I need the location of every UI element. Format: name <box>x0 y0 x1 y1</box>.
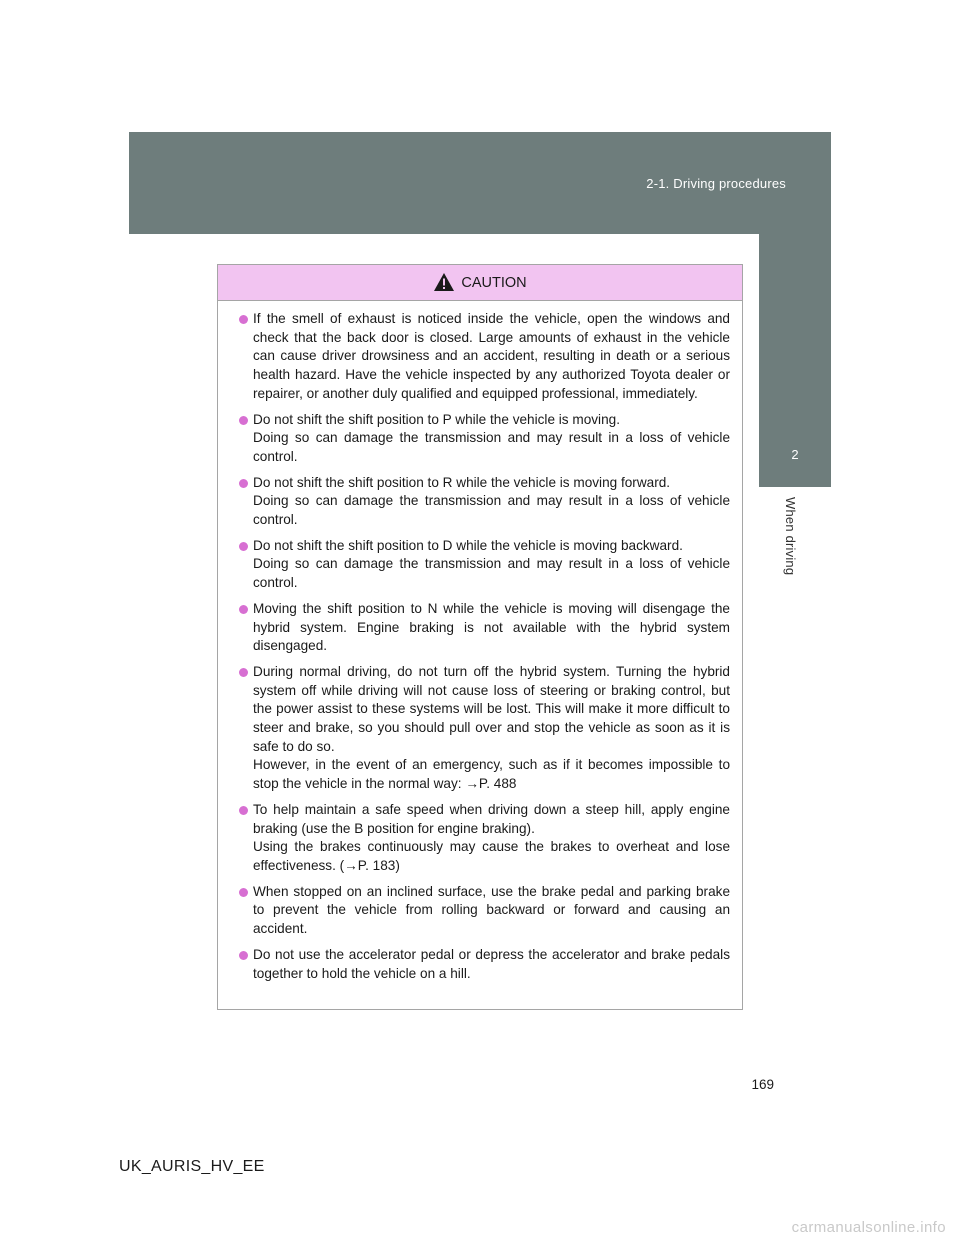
header-band <box>129 132 831 234</box>
item-detail: However, in the event of an emergency, such as if it becomes impossible to stop the vehicle in the normal way: →P. 488 <box>253 757 730 792</box>
section-title: 2-1. Driving procedures <box>646 176 786 191</box>
caution-item <box>238 946 730 983</box>
bullet-icon <box>239 951 248 960</box>
bullet-icon <box>239 315 248 324</box>
caution-item <box>238 411 730 467</box>
item-detail: Doing so can damage the transmission and may result in a loss of vehicle control. <box>253 493 730 528</box>
bullet-icon <box>239 479 248 488</box>
bullet-icon <box>239 806 248 815</box>
caution-item <box>238 600 730 656</box>
caution-item <box>238 474 730 530</box>
item-detail: Using the brakes continuously may cause the brakes to overheat and lose effectiveness. (→P. 183) <box>253 839 730 873</box>
bullet-icon <box>239 605 248 614</box>
item-detail: Doing so can damage the transmission and may result in a loss of vehicle control. <box>253 556 730 591</box>
watermark-text: carmanualsonline.info <box>791 1219 946 1236</box>
bullet-icon <box>239 888 248 897</box>
item-text: When stopped on an inclined surface, use the brake pedal and parking brake to prevent the vehicle from rolling backward or forward and causing an accident. <box>253 883 730 937</box>
chapter-label: When driving <box>783 497 798 576</box>
bullet-icon <box>239 416 248 425</box>
item-text: Do not shift the shift position to R while the vehicle is moving forward. <box>253 474 671 490</box>
item-text: Do not shift the shift position to P while the vehicle is moving. <box>253 411 620 427</box>
caution-item <box>238 883 730 939</box>
caution-title: CAUTION <box>461 274 527 291</box>
chapter-tab <box>759 234 831 487</box>
caution-item <box>238 310 730 404</box>
document-code: UK_AURIS_HV_EE <box>119 1158 265 1175</box>
caution-header <box>218 265 742 301</box>
item-text: Moving the shift position to N while the vehicle is moving will disengage the hybrid system. Engine braking is not available with the hybrid system disengaged. <box>253 600 730 654</box>
item-text: To help maintain a safe speed when driving down a steep hill, apply engine braking (use the B position for engine braking). <box>253 801 730 836</box>
item-text: Do not shift the shift position to D while the vehicle is moving backward. <box>253 537 683 553</box>
item-text: Do not use the accelerator pedal or depress the accelerator and brake pedals together to hold the vehicle on a hill. <box>253 946 730 981</box>
item-detail: Doing so can damage the transmission and may result in a loss of vehicle control. <box>253 430 730 464</box>
caution-item <box>238 801 730 876</box>
item-text: If the smell of exhaust is noticed inside the vehicle, open the windows and check that the back door is closed. Large amounts of exhaust in the vehicle can cause driver drowsiness and an accident, resulting in death or a serious health hazard. Have the vehicle inspected by any authorized Toyota dealer or repairer, or another duly qualified and equipped professional, immediately. <box>253 311 730 401</box>
chapter-number: 2 <box>791 447 799 462</box>
warning-triangle-icon <box>433 272 455 292</box>
caution-item <box>238 537 730 593</box>
bullet-icon <box>239 668 248 677</box>
caution-body <box>218 301 742 983</box>
bullet-icon <box>239 542 248 551</box>
caution-box <box>217 264 743 1010</box>
item-text: During normal driving, do not turn off the hybrid system. Turning the hybrid system off while driving will not cause loss of steering or braking control, but the power assist to these systems will be lost. This will make it more difficult to steer and brake, so you should pull over and stop the vehicle as soon as it is safe to do so. <box>253 663 730 754</box>
page-number: 169 <box>751 1077 774 1092</box>
caution-item <box>238 663 730 794</box>
